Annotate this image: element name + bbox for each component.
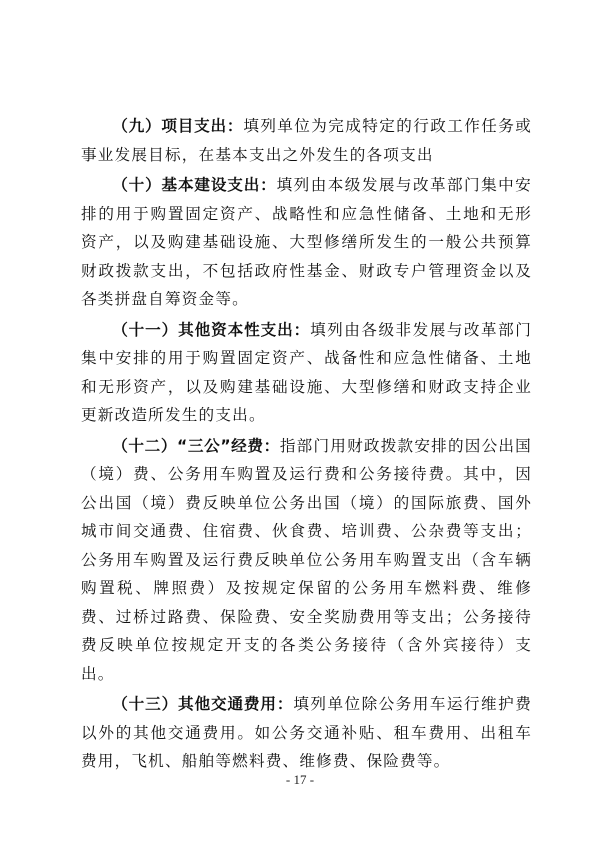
term-label: （九）项目支出： bbox=[112, 117, 244, 135]
paragraph-capital-construction bbox=[81, 171, 532, 314]
term-label: （十三）其他交通费用： bbox=[112, 695, 294, 713]
page-number: - 17 - bbox=[285, 772, 315, 787]
paragraph-three-public bbox=[81, 432, 532, 689]
term-label: （十一）其他资本性支出： bbox=[112, 320, 311, 339]
paragraph-text: 指部门用财政拨款安排的因公出国（境）费、公务用车购置及运行费和公务接待费。其中，因公出国（境）费反映单位公务出国（境）的国际旅费、国外城市间交通费、住宿费、伙食费、培训费、公杂费等支出；公务用车购置及运行费反映单位公务用车购置支出（含车辆购置税、牌照费）及按规定保留的公务用车燃料费、维修费、过桥过路费、保险费、安全奖励费用等支出；公务接待费反映单位按规定开支的各类公务接待（含外宾接待）支出。 bbox=[81, 436, 532, 683]
paragraph-text: 填列单位除公务用车运行维护费以外的其他交通费用。如公务交通补贴、租车费用、出租车费用，飞机、船舶等燃料费、维修费、保险费等。 bbox=[81, 695, 532, 770]
paragraph-other-capital bbox=[81, 316, 532, 430]
document-body bbox=[81, 112, 532, 776]
paragraph-text: 填列单位为完成特定的行政工作任务或事业发展目标，在基本支出之外发生的各项支出 bbox=[81, 117, 532, 164]
paragraph-other-transport bbox=[81, 690, 532, 776]
term-label: （十）基本建设支出： bbox=[112, 176, 277, 194]
paragraph-text: 填列由各级非发展与改革部门集中安排的用于购置固定资产、战备性和应急性储备、土地和无形资产，以及购建基础设施、大型修缮和财政支持企业更新改造所发生的支出。 bbox=[81, 320, 532, 424]
term-label: （十二）“三公”经费： bbox=[112, 436, 280, 455]
paragraph-text: 填列由本级发展与改革部门集中安排的用于购置固定资产、战略性和应急性储备、土地和无形资产，以及购建基础设施、大型修缮所发生的一般公共预算财政拨款支出，不包括政府性基金、财政专户管理资金以及各类拼盘自筹资金等。 bbox=[81, 176, 532, 308]
paragraph-project-expenditure bbox=[81, 112, 532, 169]
